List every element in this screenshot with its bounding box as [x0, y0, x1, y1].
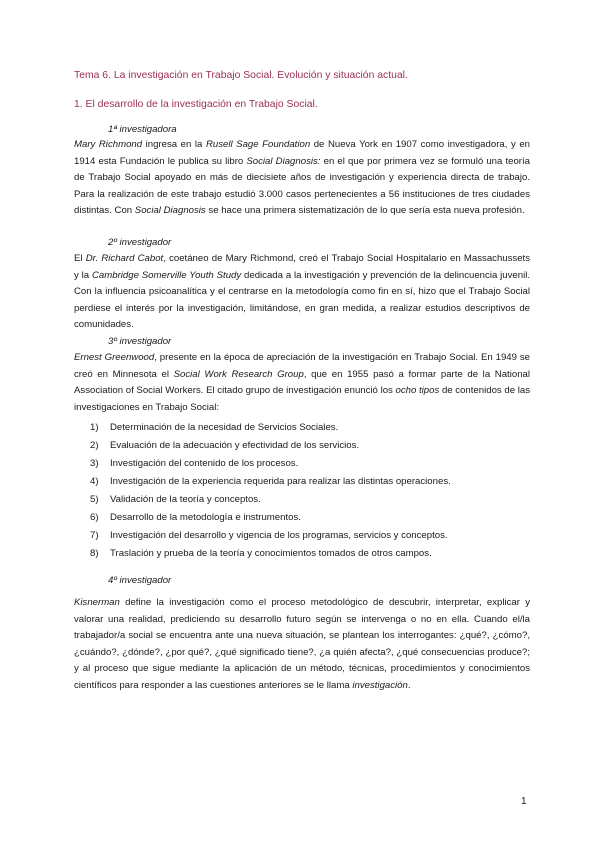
name-richard-cabot: Dr. Richard Cabot [85, 253, 164, 264]
list-item: 1) Determinación de la necesidad de Servicios Sociales. [90, 422, 339, 433]
document-title: Tema 6. La investigación en Trabajo Social. Evolución y situación actual. [74, 70, 408, 81]
list-item: 3) Investigación del contenido de los procesos. [90, 458, 299, 469]
subheading-third-researcher: 3º investigador [108, 336, 172, 347]
list-item: 2) Evaluación de la adecuación y efectividad de los servicios. [90, 440, 360, 451]
subheading-fourth-researcher: 4º investigador [108, 575, 172, 586]
subheading-second-researcher: 2º investigador [108, 237, 172, 248]
list-item: 8) Traslación y prueba de la teoría y conocimientos tomados de otros campos. [90, 548, 432, 559]
name-kisnerman: Kisnerman [74, 597, 120, 608]
name-mary-richmond: Mary Richmond [74, 139, 143, 150]
page-number: 1 [521, 796, 527, 807]
list-item: 5) Validación de la teoría y conceptos. [90, 494, 261, 505]
paragraph-richmond: Mary Richmond ingresa en la Rusell Sage Foundation de Nueva York en 1907 como investigadora, y en 1914 esta Fundación le publica su libro Social Diagnosis: en el que por primera vez se formuló una teoría de Trabajo Social apoyado en más de diecisiete años de investigación y experiencia directa de trabajo. Para la realización de este trabajo estudió 3.000 casos pertenecientes a 56 instituciones de tres ciudades distintas. Con Social Diagnosis se hace una primera sistematización de lo que sería esta nueva profesión. [74, 139, 530, 217]
name-ernest-greenwood: Ernest Greenwood [74, 352, 155, 363]
section-heading: 1. El desarrollo de la investigación en Trabajo Social. [74, 99, 318, 110]
list-item: 4) Investigación de la experiencia requerida para realizar las distintas operaciones. [90, 476, 451, 487]
paragraph-cabot: El Dr. Richard Cabot, coetáneo de Mary Richmond, creó el Trabajo Social Hospitalario en Massachussets y la Cambridge Somerville Youth Study dedicada a la investigación y prevención de la delincuencia juvenil. Con la influencia psicoanalítica y el centrarse en la metodología como fin en sí, hizo que el Trabajo Social perdiese el interés por la investigación, limitándose, en gran medida, a realizar estudios descriptivos de comunidades. [74, 253, 531, 331]
subheading-first-researcher: 1ª investigadora [108, 124, 177, 135]
list-item: 6) Desarrollo de la metodología e instrumentos. [90, 512, 301, 523]
paragraph-greenwood: Ernest Greenwood, presente en la época de apreciación de la investigación en Trabajo Social. En 1949 se creó en Minnesota el Social Work Research Group, que en 1955 pasó a formar parte de la National Association of Social Workers. El citado grupo de investigación enunció los ocho tipos de contenidos de las investigaciones en Trabajo Social: [74, 352, 530, 413]
list-item: 7) Investigación del desarrollo y vigencia de los programas, servicios y conceptos. [90, 530, 448, 541]
research-types-list [90, 419, 451, 563]
paragraph-kisnerman: Kisnerman define la investigación como el proceso metodológico de descubrir, interpretar, explicar y valorar una realidad, prediciendo su desarrollo futuro según se intervenga o no en ella. Cuando el/la trabajador/a social se encuentra ante una nueva situación, se plantean los interrogantes: ¿qué?, ¿cómo?, ¿cuándo?, ¿dónde?, ¿por qué?, ¿qué significado tiene?, ¿a quién afecta?, ¿qué consecuencias produce?; y al proceso que sigue mediante la aplicación de un método, técnicas, procedimientos y conocimientos científicos para responder a las cuestiones anteriores se le llama investigación. [74, 597, 530, 691]
